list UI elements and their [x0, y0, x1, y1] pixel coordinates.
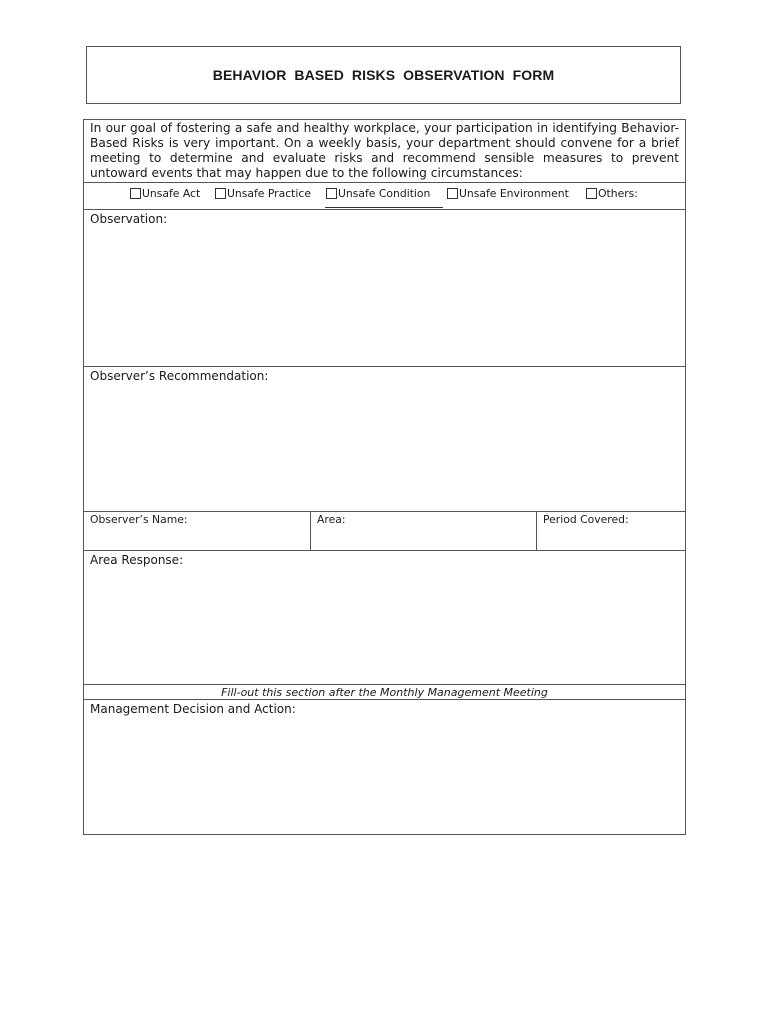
- checkbox-unsafe-condition[interactable]: [326, 187, 430, 200]
- checkbox-unsafe-act[interactable]: [130, 187, 200, 200]
- intro-paragraph: In our goal of fostering a safe and healthy workplace, your participation in identifying Behavior-Based Risks is very important. On a weekly basis, your department should convene for a brief meeting to determine and evaluate risks and recommend sensible measures to prevent untoward events that may happen due to the following circumstances:: [90, 121, 679, 180]
- checkbox-icon[interactable]: [130, 188, 141, 199]
- checkbox-icon[interactable]: [447, 188, 458, 199]
- recommendation-section[interactable]: [84, 366, 685, 511]
- observer-name-label: Observer’s Name:: [90, 513, 188, 526]
- checkbox-label: Unsafe Practice: [227, 187, 311, 200]
- circumstance-checkboxes: [84, 182, 685, 209]
- area-response-section[interactable]: [84, 550, 685, 684]
- monthly-note-row: [84, 684, 685, 699]
- checkbox-icon[interactable]: [215, 188, 226, 199]
- period-covered-label: Period Covered:: [543, 513, 629, 526]
- checkbox-icon[interactable]: [586, 188, 597, 199]
- management-decision-label: Management Decision and Action:: [90, 702, 296, 716]
- others-fill-line[interactable]: [325, 207, 443, 208]
- checkbox-unsafe-environment[interactable]: [447, 187, 569, 200]
- area-cell[interactable]: [311, 512, 537, 550]
- area-label: Area:: [317, 513, 346, 526]
- form-title: BEHAVIOR BASED RISKS OBSERVATION FORM: [212, 67, 555, 83]
- checkbox-label: Others:: [598, 187, 638, 200]
- checkbox-label: Unsafe Condition: [338, 187, 431, 200]
- observer-info-row: [84, 511, 685, 550]
- checkbox-others[interactable]: [586, 187, 638, 200]
- form-title-box: [86, 46, 681, 104]
- observation-section[interactable]: [84, 209, 685, 366]
- area-response-label: Area Response:: [90, 553, 184, 567]
- monthly-note: Fill-out this section after the Monthly Management Meeting: [221, 686, 548, 699]
- observation-label: Observation:: [90, 212, 168, 226]
- recommendation-label: Observer’s Recommendation:: [90, 369, 269, 383]
- observation-form: [83, 119, 686, 835]
- checkbox-label: Unsafe Environment: [459, 187, 569, 200]
- management-decision-section[interactable]: [84, 699, 685, 834]
- period-covered-cell[interactable]: [537, 512, 685, 550]
- checkbox-unsafe-practice[interactable]: [215, 187, 311, 200]
- observer-name-cell[interactable]: [84, 512, 311, 550]
- checkbox-icon[interactable]: [326, 188, 337, 199]
- checkbox-label: Unsafe Act: [142, 187, 201, 200]
